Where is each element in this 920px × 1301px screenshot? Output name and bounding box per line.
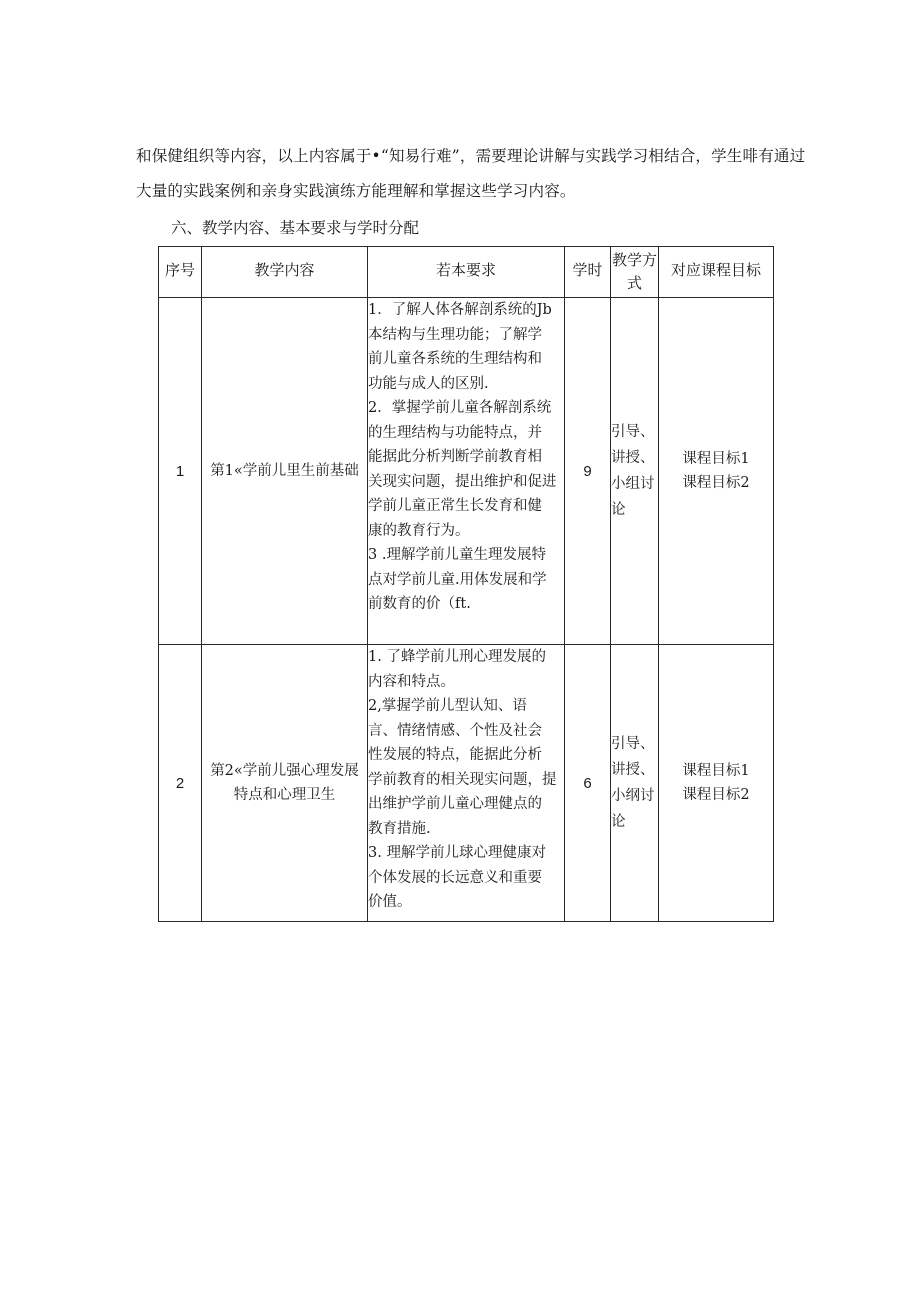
goal-line: 课程目标2 bbox=[682, 787, 750, 803]
requirement-line: 1．了解人体各解剖系统的Jb bbox=[368, 302, 552, 318]
row-hours: 6 bbox=[565, 645, 611, 922]
header-method: 教学方式 bbox=[611, 247, 659, 298]
requirement-line: 学前教育的相关现实问题，提 bbox=[368, 771, 557, 788]
requirement-line: 1. 了蜂学前儿刑心理发展的 bbox=[368, 649, 546, 665]
requirement-line: 前儿童各系统的生理结构和 bbox=[368, 351, 542, 367]
requirement-line: 能据此分析判断学前教育相 bbox=[368, 449, 542, 465]
requirement-line: 2．掌握学前儿童各解剖系统 bbox=[368, 400, 552, 416]
method-line: 引导、 bbox=[611, 736, 655, 752]
goal-line: 课程目标1 bbox=[682, 451, 750, 467]
intro-line-1: 和保健组织等内容，以上内容属于•“知易行难”，需要理论讲解与实践学习相结合，学生啡有通过 bbox=[136, 147, 806, 165]
requirement-line: 出维护学前儿童心理健点的 bbox=[368, 796, 542, 812]
requirement-line: 3 .理解学前儿童生理发展特 bbox=[368, 547, 546, 563]
requirement-line: 价值。 bbox=[368, 894, 412, 910]
method-line: 讲授、 bbox=[611, 762, 655, 778]
row-requirements bbox=[368, 298, 565, 645]
section-heading: 六、教学内容、基本要求与学时分配 bbox=[171, 219, 420, 237]
goal-line: 课程目标2 bbox=[682, 475, 750, 491]
teaching-plan-table bbox=[158, 246, 774, 922]
table-header-row bbox=[159, 247, 774, 298]
header-hours: 学时 bbox=[565, 247, 611, 298]
content-line: 第2«学前儿强心理发展 bbox=[210, 763, 359, 779]
row-method bbox=[611, 645, 659, 922]
row-goal bbox=[659, 645, 774, 922]
method-line: 引导、 bbox=[611, 424, 655, 440]
row-method bbox=[611, 298, 659, 645]
requirement-line: 前数育的价（ft. bbox=[368, 596, 471, 612]
requirement-line: 个体发展的长远意义和重要 bbox=[368, 869, 542, 886]
requirement-line: 点对学前儿童.用体发展和学 bbox=[368, 571, 547, 588]
row-seq: 2 bbox=[159, 645, 202, 922]
requirement-line: 关现实问题，提出维护和促进 bbox=[368, 473, 557, 490]
row-requirements bbox=[368, 645, 565, 922]
requirement-line: 教育措施. bbox=[368, 820, 431, 837]
method-line: 论 bbox=[611, 814, 626, 830]
method-line: 小组讨 bbox=[611, 476, 655, 492]
method-line: 小纲讨 bbox=[611, 788, 655, 804]
requirement-line: 功能与成人的区别. bbox=[368, 375, 489, 392]
method-line: 论 bbox=[611, 502, 626, 518]
requirement-line: 3. 理解学前儿球心理健康对 bbox=[368, 845, 546, 861]
table-row bbox=[159, 298, 774, 645]
row-seq: 1 bbox=[159, 298, 202, 645]
requirement-line: 性发展的特点，能据此分析 bbox=[368, 747, 542, 763]
requirement-line: 2,掌握学前儿型认知、语 bbox=[368, 698, 527, 714]
requirement-line: 本结构与生理功能；了解学 bbox=[368, 326, 542, 343]
requirement-line: 的生理结构与功能特点，并 bbox=[368, 424, 542, 441]
content-line: 特点和心理卫生 bbox=[233, 787, 336, 803]
header-seq: 序号 bbox=[159, 247, 202, 298]
intro-paragraph bbox=[136, 139, 816, 209]
header-goal: 对应课程目标 bbox=[659, 247, 774, 298]
row-goal bbox=[659, 298, 774, 645]
requirement-line: 康的教育行为。 bbox=[368, 522, 470, 539]
header-content: 教学内容 bbox=[202, 247, 368, 298]
table-row bbox=[159, 645, 774, 922]
content-line: 第1«学前儿里生前基础 bbox=[210, 463, 359, 479]
requirement-line: 内容和特点。 bbox=[368, 673, 455, 690]
intro-line-2: 大量的实践案例和亲身实践演练方能理解和掌握这些学习内容。 bbox=[136, 182, 576, 200]
goal-line: 课程目标1 bbox=[682, 763, 750, 779]
row-hours: 9 bbox=[565, 298, 611, 645]
row-content bbox=[202, 298, 368, 645]
header-requirements: 若本要求 bbox=[368, 247, 565, 298]
method-line: 讲授、 bbox=[611, 450, 655, 466]
row-content bbox=[202, 645, 368, 922]
requirement-line: 言、情绪情感、个性及社会 bbox=[368, 722, 542, 739]
requirement-line: 学前儿童正常生长发育和健 bbox=[368, 498, 542, 514]
